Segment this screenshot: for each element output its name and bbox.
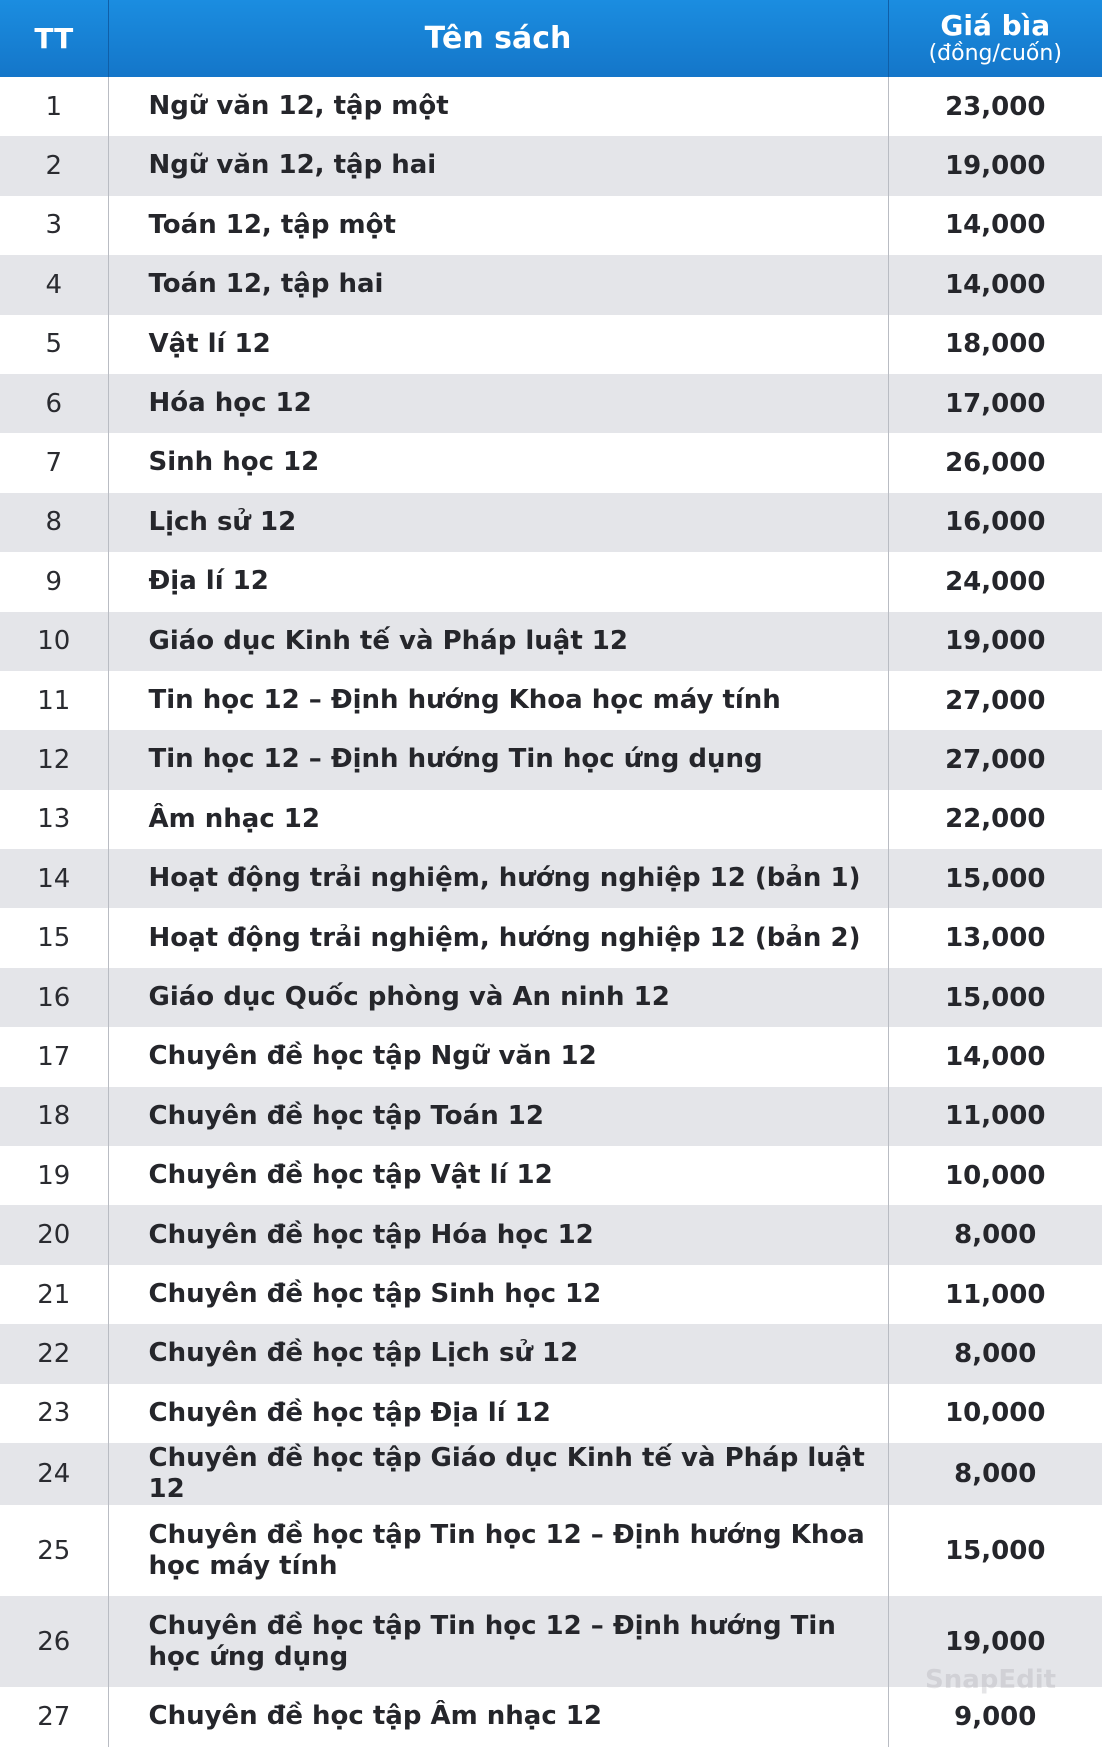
book-name: Chuyên đề học tập Toán 12	[108, 1087, 888, 1146]
table-row	[0, 1027, 1102, 1086]
row-number: 11	[0, 671, 108, 730]
table-body	[0, 77, 1102, 1747]
book-name: Chuyên đề học tập Sinh học 12	[108, 1265, 888, 1324]
header-price	[888, 0, 1102, 77]
book-price: 23,000	[888, 77, 1102, 136]
row-number: 24	[0, 1443, 108, 1505]
book-name: Toán 12, tập hai	[108, 255, 888, 314]
book-price: 15,000	[888, 1505, 1102, 1596]
row-number: 7	[0, 433, 108, 492]
row-number: 17	[0, 1027, 108, 1086]
book-name: Chuyên đề học tập Giáo dục Kinh tế và Pháp luật 12	[108, 1443, 888, 1505]
row-number: 23	[0, 1384, 108, 1443]
row-number: 27	[0, 1687, 108, 1746]
book-price: 24,000	[888, 552, 1102, 611]
book-name: Tin học 12 – Định hướng Tin học ứng dụng	[108, 730, 888, 789]
table-row	[0, 196, 1102, 255]
book-name: Ngữ văn 12, tập hai	[108, 136, 888, 195]
book-price: 9,000	[888, 1687, 1102, 1746]
watermark: SnapEdit	[925, 1665, 1056, 1695]
table-row	[0, 1324, 1102, 1383]
row-number: 16	[0, 968, 108, 1027]
table-row	[0, 612, 1102, 671]
book-name: Địa lí 12	[108, 552, 888, 611]
book-name: Tin học 12 – Định hướng Khoa học máy tính	[108, 671, 888, 730]
table-row	[0, 849, 1102, 908]
row-number: 12	[0, 730, 108, 789]
row-number: 3	[0, 196, 108, 255]
row-number: 8	[0, 493, 108, 552]
book-price: 17,000	[888, 374, 1102, 433]
table-row	[0, 315, 1102, 374]
book-price: 19,000	[888, 612, 1102, 671]
book-price: 8,000	[888, 1205, 1102, 1264]
book-price: 22,000	[888, 790, 1102, 849]
row-number: 9	[0, 552, 108, 611]
header-price-unit: (đồng/cuốn)	[889, 42, 1102, 66]
book-price: 27,000	[888, 730, 1102, 789]
book-price: 14,000	[888, 1027, 1102, 1086]
book-price: 8,000	[888, 1324, 1102, 1383]
table-row	[0, 136, 1102, 195]
row-number: 13	[0, 790, 108, 849]
table-row	[0, 1146, 1102, 1205]
table-row	[0, 1087, 1102, 1146]
book-price: 14,000	[888, 255, 1102, 314]
book-price: 19,000	[888, 1596, 1102, 1687]
table-row	[0, 1687, 1102, 1746]
book-price: 16,000	[888, 493, 1102, 552]
book-price: 26,000	[888, 433, 1102, 492]
row-number: 1	[0, 77, 108, 136]
book-price: 11,000	[888, 1265, 1102, 1324]
book-price: 8,000	[888, 1443, 1102, 1505]
book-name: Chuyên đề học tập Âm nhạc 12	[108, 1687, 888, 1746]
book-name: Hoạt động trải nghiệm, hướng nghiệp 12 (bản 2)	[108, 908, 888, 967]
book-name: Hóa học 12	[108, 374, 888, 433]
book-name: Sinh học 12	[108, 433, 888, 492]
book-name: Vật lí 12	[108, 315, 888, 374]
row-number: 5	[0, 315, 108, 374]
book-name: Ngữ văn 12, tập một	[108, 77, 888, 136]
row-number: 2	[0, 136, 108, 195]
row-number: 25	[0, 1505, 108, 1596]
book-name: Chuyên đề học tập Hóa học 12	[108, 1205, 888, 1264]
book-price: 15,000	[888, 968, 1102, 1027]
table-row	[0, 1205, 1102, 1264]
table-row	[0, 968, 1102, 1027]
header-book-name: Tên sách	[108, 0, 888, 77]
row-number: 20	[0, 1205, 108, 1264]
table-row	[0, 552, 1102, 611]
table-row	[0, 1505, 1102, 1596]
book-name: Hoạt động trải nghiệm, hướng nghiệp 12 (bản 1)	[108, 849, 888, 908]
book-name: Chuyên đề học tập Tin học 12 – Định hướng Khoa học máy tính	[108, 1505, 888, 1596]
row-number: 6	[0, 374, 108, 433]
book-name: Lịch sử 12	[108, 493, 888, 552]
table-row	[0, 77, 1102, 136]
row-number: 4	[0, 255, 108, 314]
table-header-row	[0, 0, 1102, 77]
row-number: 22	[0, 1324, 108, 1383]
row-number: 14	[0, 849, 108, 908]
book-name: Chuyên đề học tập Lịch sử 12	[108, 1324, 888, 1383]
row-number: 10	[0, 612, 108, 671]
row-number: 18	[0, 1087, 108, 1146]
book-price: 10,000	[888, 1384, 1102, 1443]
book-name: Chuyên đề học tập Tin học 12 – Định hướng Tin học ứng dụng	[108, 1596, 888, 1687]
book-price: 27,000	[888, 671, 1102, 730]
book-price: 14,000	[888, 196, 1102, 255]
table-row	[0, 374, 1102, 433]
book-name: Chuyên đề học tập Ngữ văn 12	[108, 1027, 888, 1086]
table-row	[0, 730, 1102, 789]
row-number: 26	[0, 1596, 108, 1687]
book-name: Toán 12, tập một	[108, 196, 888, 255]
table-row	[0, 1265, 1102, 1324]
row-number: 21	[0, 1265, 108, 1324]
table-row	[0, 255, 1102, 314]
table-row	[0, 671, 1102, 730]
book-name: Âm nhạc 12	[108, 790, 888, 849]
book-name: Chuyên đề học tập Vật lí 12	[108, 1146, 888, 1205]
table-row	[0, 1384, 1102, 1443]
table-row	[0, 493, 1102, 552]
table-row	[0, 433, 1102, 492]
header-tt: TT	[0, 0, 108, 77]
table-row	[0, 908, 1102, 967]
book-name: Chuyên đề học tập Địa lí 12	[108, 1384, 888, 1443]
row-number: 19	[0, 1146, 108, 1205]
book-price: 15,000	[888, 849, 1102, 908]
book-name: Giáo dục Quốc phòng và An ninh 12	[108, 968, 888, 1027]
book-price: 18,000	[888, 315, 1102, 374]
book-name: Giáo dục Kinh tế và Pháp luật 12	[108, 612, 888, 671]
table-row	[0, 790, 1102, 849]
book-price: 11,000	[888, 1087, 1102, 1146]
table-row	[0, 1443, 1102, 1505]
row-number: 15	[0, 908, 108, 967]
book-price: 19,000	[888, 136, 1102, 195]
book-price: 10,000	[888, 1146, 1102, 1205]
book-price: 13,000	[888, 908, 1102, 967]
header-price-label: Giá bìa	[889, 11, 1102, 42]
